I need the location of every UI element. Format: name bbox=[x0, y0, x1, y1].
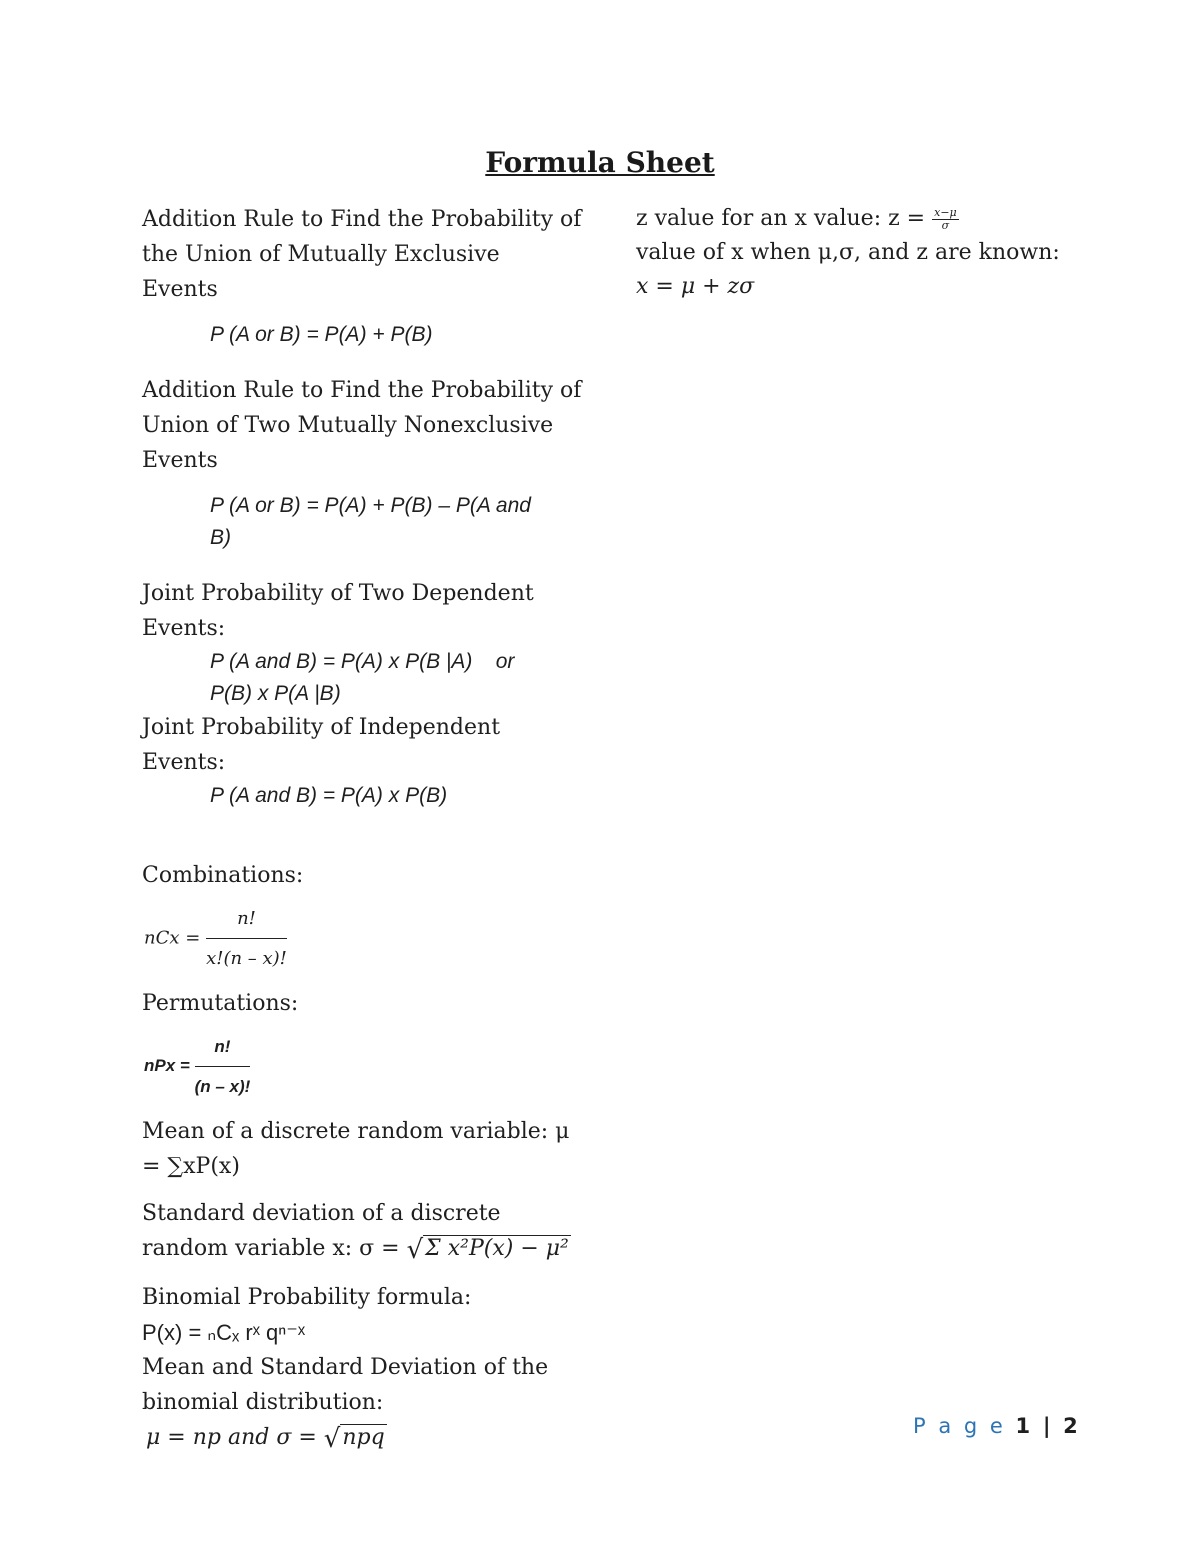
page-total: 2 bbox=[1063, 1414, 1081, 1438]
union-nonexclusive-formula-line2: B) bbox=[210, 526, 231, 549]
permutations-formula bbox=[144, 1029, 582, 1104]
joint-independent-formula: P (A and B) = P(A) x P(B) bbox=[210, 784, 448, 807]
joint-dependent-formula-line2: P(B) x P(A |B) bbox=[210, 682, 341, 705]
left-column bbox=[142, 202, 582, 1457]
union-exclusive-formula: P (A or B) = P(A) + P(B) bbox=[210, 323, 433, 346]
z-value-text: z value for an x value: z = bbox=[636, 206, 926, 231]
binomial-mean-sd-formula: μ = np and σ = bbox=[146, 1425, 324, 1450]
joint-independent-heading: Joint Probability of Independent Events: bbox=[142, 715, 501, 775]
z-value-line bbox=[636, 202, 1086, 236]
mean-discrete-text: Mean of a discrete random variable: μ = ∑xP(x) bbox=[142, 1119, 570, 1179]
combinations-denominator: x!(n – x)! bbox=[206, 948, 287, 969]
page-separator: | bbox=[1042, 1414, 1054, 1438]
union-exclusive-heading: Addition Rule to Find the Probability of the Union of Mutually Exclusive Events bbox=[142, 207, 582, 302]
combinations-heading: Combinations: bbox=[142, 863, 304, 888]
right-column bbox=[636, 202, 1086, 304]
binomial-formula: P(x) = ₙCₓ rˣ qⁿ⁻ˣ bbox=[142, 1320, 306, 1345]
joint-dependent-formula-line1: P (A and B) = P(A) x P(B |A) or bbox=[210, 650, 515, 673]
sqrt-icon: √ bbox=[406, 1235, 424, 1265]
combinations-lhs: nCx = bbox=[144, 927, 201, 949]
combinations-fraction bbox=[206, 901, 287, 976]
binomial-sqrt bbox=[324, 1420, 387, 1457]
binomial-mean-sd-heading: Mean and Standard Deviation of the binomial distribution: bbox=[142, 1355, 549, 1415]
sd-discrete-line bbox=[142, 1196, 582, 1268]
combinations-numerator: n! bbox=[206, 901, 287, 939]
union-nonexclusive-heading: Addition Rule to Find the Probability of Union of Two Mutually Nonexclusive Events bbox=[142, 378, 582, 473]
permutations-numerator: n! bbox=[195, 1029, 251, 1067]
page-number: 1 bbox=[1015, 1414, 1034, 1438]
x-formula: x = μ + zσ bbox=[636, 274, 755, 299]
combinations-formula bbox=[144, 901, 582, 976]
sd-discrete-text: Standard deviation of a discrete random variable x: σ = bbox=[142, 1201, 501, 1261]
permutations-heading: Permutations: bbox=[142, 991, 299, 1016]
binomial-radicand: npq bbox=[342, 1425, 385, 1450]
permutations-fraction bbox=[195, 1029, 251, 1104]
page-footer bbox=[913, 1414, 1081, 1438]
binomial-heading: Binomial Probability formula: bbox=[142, 1285, 472, 1310]
z-fraction-denominator: σ bbox=[941, 218, 950, 232]
page-title: Formula Sheet bbox=[485, 146, 715, 179]
joint-dependent-heading: Joint Probability of Two Dependent Events: bbox=[142, 581, 534, 641]
sqrt-icon: √ bbox=[323, 1424, 341, 1454]
permutations-denominator: (n – x)! bbox=[194, 1077, 251, 1096]
z-fraction-numerator: x−μ bbox=[934, 205, 957, 219]
binomial-mean-sd-line bbox=[142, 1420, 582, 1457]
permutations-lhs: nPx = bbox=[144, 1055, 190, 1075]
z-fraction bbox=[932, 207, 959, 232]
sd-discrete-sqrt bbox=[407, 1231, 571, 1268]
page-word: P a g e bbox=[913, 1414, 1006, 1438]
union-nonexclusive-formula-line1: P (A or B) = P(A) + P(B) – P(A and bbox=[210, 494, 531, 517]
sd-discrete-radicand: Σ x²P(x) − μ² bbox=[425, 1236, 569, 1261]
x-value-text: value of x when μ,σ, and z are known: bbox=[636, 240, 1060, 265]
